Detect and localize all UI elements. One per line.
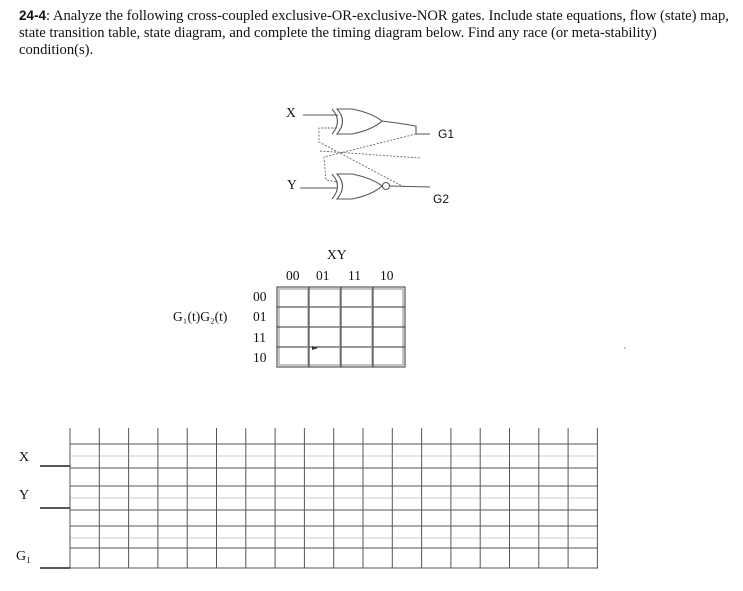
flow-map-row-variable: G₁(t)G₂(t)	[173, 309, 228, 324]
problem-text: : Analyze the following cross-coupled exclusive-OR-exclusive-NOR gates. Include state equations, flow (state) map, state transition table, state diagram, and complete the timing diagram below. Find any race (or meta-stability) condition(s).	[19, 8, 729, 58]
input-y-label: Y	[287, 177, 297, 192]
flow-map-column-header: 10	[380, 268, 394, 283]
flow-map-column-header: 01	[316, 268, 330, 283]
timing-signal-label: G₁	[16, 549, 31, 564]
input-x-label: X	[286, 105, 296, 120]
output-g2-label: G2	[433, 192, 450, 206]
timing-signal-label: X	[19, 450, 30, 465]
flow-map-row-header: 10	[253, 350, 267, 365]
flow-map-row-header: 00	[253, 289, 267, 304]
flow-map-row-header: 11	[253, 330, 266, 345]
flow-map-column-header: 00	[286, 268, 300, 283]
flow-map-column-header: 11	[348, 268, 361, 283]
output-g1-label: G1	[438, 127, 455, 141]
problem-number: 24-4	[19, 8, 47, 23]
flow-map-column-variable: XY	[327, 247, 347, 262]
timing-signal-label: Y	[19, 488, 30, 503]
flow-map-row-header: 01	[253, 309, 267, 324]
